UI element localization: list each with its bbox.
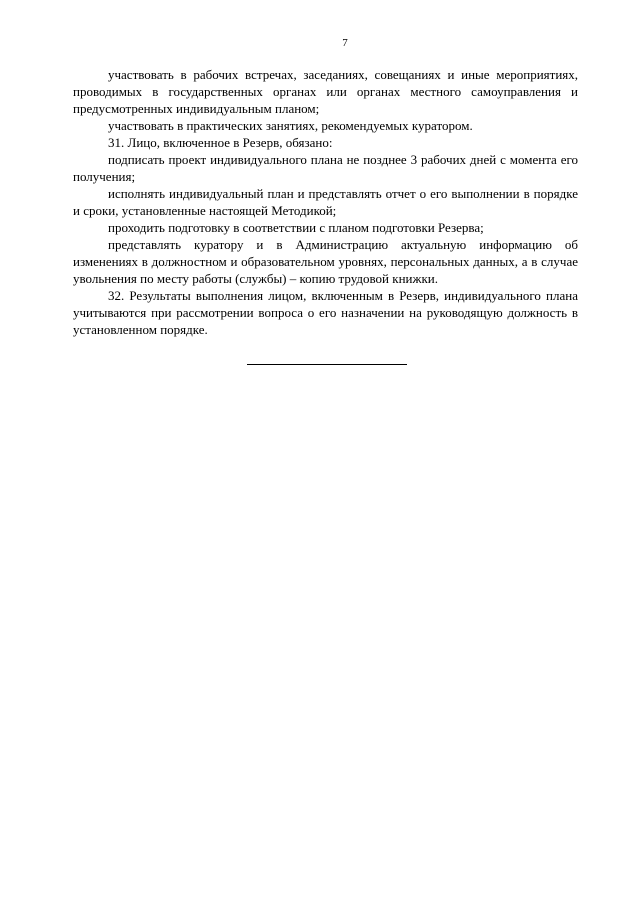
- paragraph-meetings: участвовать в рабочих встречах, заседаниях, совещаниях и иные мероприятиях, проводимых в государственных органах или органах местного самоуправления и предусмотренных индивидуальным планом;: [73, 67, 578, 116]
- document-body: [73, 66, 578, 338]
- end-of-document-rule: [247, 364, 407, 365]
- paragraph-practical-classes: участвовать в практических занятиях, рекомендуемых куратором.: [108, 118, 473, 133]
- paragraph-section-32: 32. Результаты выполнения лицом, включенным в Резерв, индивидуального плана учитываются при рассмотрении вопроса о его назначении на руководящую должность в установленном порядке.: [73, 288, 578, 337]
- page-number: 7: [342, 37, 348, 49]
- paragraph-sign-plan: подписать проект индивидуального плана не позднее 3 рабочих дней с момента его получения;: [73, 152, 578, 184]
- paragraph-section-31-heading: 31. Лицо, включенное в Резерв, обязано:: [108, 135, 333, 150]
- paragraph-training: проходить подготовку в соответствии с планом подготовки Резерва;: [108, 220, 484, 235]
- paragraph-report-changes: представлять куратору и в Администрацию актуальную информацию об изменениях в должностном и образовательном уровнях, персональных данных, а в случае увольнения по месту работы (службы) – копию трудовой книжки.: [73, 237, 578, 286]
- paragraph-execute-plan: исполнять индивидуальный план и представлять отчет о его выполнении в порядке и сроки, установленные настоящей Методикой;: [73, 186, 578, 218]
